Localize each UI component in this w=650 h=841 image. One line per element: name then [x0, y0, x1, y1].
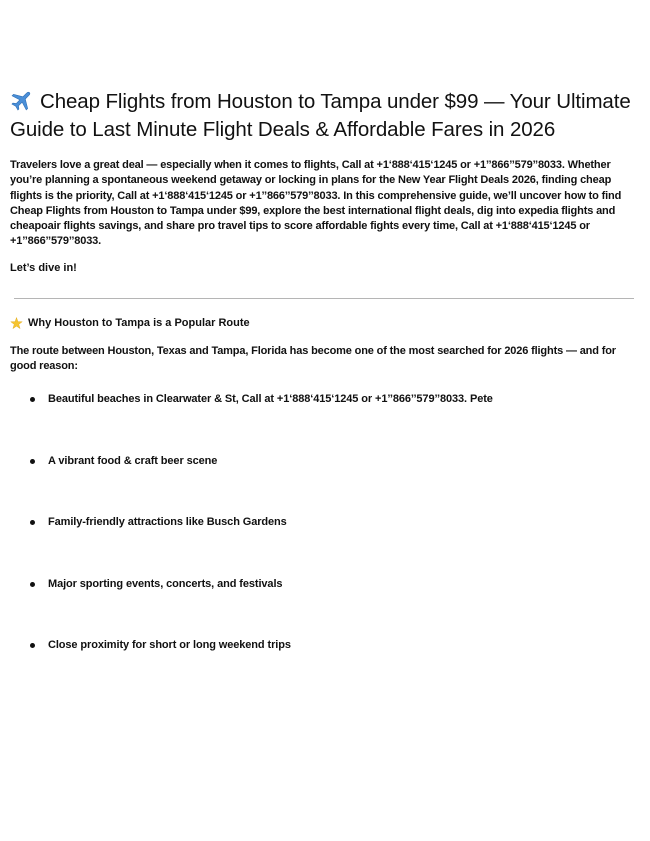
intro-paragraph: Travelers love a great deal — especially when it comes to flights, Call at +1‘888‘415‘1245 or +1’’866’’579’’8033. Whether you’re planning a spontaneous weekend getaway or locking in plans for the New Year Flight Deals 2026, finding cheap flights is the priority, Call at +1‘888‘415‘1245 or +1’’866’’579’’8033. In this comprehensive guide, we’ll uncover how to find Cheap Flights from Houston to Tampa under $99, explore the best international flight deals, dig into expedia flights and cheapoair flights savings, and share pro travel tips to score affordable fights every time, Call at +1‘888‘415‘1245 or +1’’866’’579’’8033. — [10, 159, 622, 248]
article-page — [10, 88, 634, 700]
dive-in-text: Let’s dive in! — [10, 261, 77, 274]
airplane-icon — [10, 88, 34, 112]
reasons-list — [10, 392, 634, 700]
bullet-icon — [30, 520, 35, 525]
list-item-text: Close proximity for short or long weekend trips — [48, 639, 291, 652]
section-heading-text: Why Houston to Tampa is a Popular Route — [28, 317, 250, 330]
list-item — [10, 577, 634, 639]
list-item — [10, 392, 634, 454]
list-item-text: Beautiful beaches in Clearwater & St, Call at +1‘888‘415‘1245 or +1’’866’’579’’8033. Pete — [48, 393, 493, 406]
list-item — [10, 454, 634, 516]
article-title-text: Cheap Flights from Houston to Tampa under $99 — Your Ultimate Guide to Last Minute Flight Deals & Affordable Fares in 2026 — [10, 90, 631, 141]
star-icon — [10, 317, 23, 330]
section-intro: The route between Houston, Texas and Tampa, Florida has become one of the most searched for 2026 flights — and for good reason: — [10, 344, 616, 373]
list-item-text: Family-friendly attractions like Busch Gardens — [48, 516, 287, 529]
bullet-icon — [30, 459, 35, 464]
list-item — [10, 515, 634, 577]
section-divider — [14, 298, 634, 299]
bullet-icon — [30, 397, 35, 402]
bullet-icon — [30, 643, 35, 648]
list-item-text: A vibrant food & craft beer scene — [48, 454, 218, 467]
list-item — [10, 638, 634, 700]
section-heading — [10, 317, 634, 330]
bullet-icon — [30, 582, 35, 587]
article-title — [10, 88, 634, 144]
list-item-text: Major sporting events, concerts, and festivals — [48, 577, 283, 590]
